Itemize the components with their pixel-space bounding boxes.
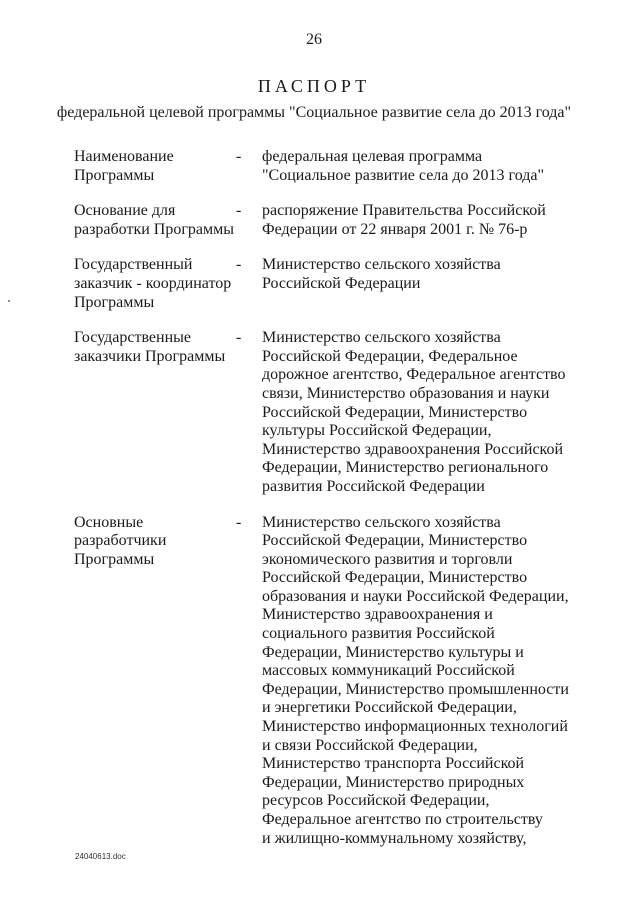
row-development-basis [74,202,574,239]
value-line: Российской Федерации, Министерство [262,532,528,550]
row-main-developers [74,514,574,849]
row-value [262,256,574,312]
label-line: Программы [74,166,155,184]
dash-separator: - [236,148,242,165]
label-line: разработки Программы [74,220,234,238]
value-line: Федерации, Министерство природных [262,773,525,791]
row-program-name [74,148,574,185]
value-line: "Социальное развитие села до 2013 года" [262,166,545,184]
row-value [262,514,574,849]
value-line: распоряжение Правительства Российской [262,202,546,220]
row-label [74,329,236,496]
label-line: Государственные [74,329,191,347]
label-line: заказчики Программы [74,347,226,365]
value-line: Министерство сельского хозяйства [262,256,501,274]
value-line: экономического развития и торговли [262,550,513,568]
label-line: Наименование [74,148,174,165]
value-line: и энергетики Российской Федерации, [262,699,517,717]
value-line: Министерство информационных технологий [262,718,568,736]
row-label [74,514,236,849]
page-number: 26 [306,31,322,48]
label-line: заказчик - координатор [74,274,232,292]
value-line: культуры Российской Федерации, [262,422,492,440]
value-line: Федерации от 22 января 2001 г. № 76-р [262,220,528,238]
dash-separator: - [236,256,242,274]
value-line: и связи Российской Федерации, [262,736,478,754]
value-line: связи, Министерство образования и науки [262,384,550,402]
document-title: ПАСПОРТ [257,76,371,96]
row-value [262,148,574,185]
label-line: Государственный [74,256,193,274]
scan-speck [8,300,10,302]
value-line: ресурсов Российской Федерации, [262,792,490,810]
value-line: Федеральное агентство по строительству [262,811,543,828]
value-line: массовых коммуникаций Российской [262,662,515,680]
row-label [74,256,236,312]
value-line: дорожное агентство, Федеральное агентство [262,366,566,384]
value-line: Министерство здравоохранения Российской [262,440,564,458]
value-line: Министерство сельского хозяйства [262,513,501,531]
label-line: Программы [74,293,155,311]
document-subtitle: федеральной целевой программы "Социальное развитие села до 2013 года" [56,104,572,121]
dash-separator: - [236,202,242,220]
value-line: Российской Федерации, Министерство [262,569,528,587]
value-line: развития Российской Федерации [262,477,485,495]
value-line: Федерации, Министерство регионального [262,459,549,477]
value-line: Федерации, Министерство промышленности [262,680,569,698]
value-line: федеральная целевая программа [262,148,483,165]
row-label [74,148,236,185]
dash-separator: - [236,329,242,347]
row-state-customers [74,329,574,496]
label-line: Основание для [74,202,176,220]
value-line: и жилищно-коммунальному хозяйству, [262,829,527,847]
value-line: Российской Федерации, Федеральное [262,347,518,365]
footer-file-code: 24040613.doc [75,852,126,861]
passport-table [74,148,574,848]
dash-separator: - [236,513,242,531]
value-line: социального развития Российской [262,625,495,643]
row-value [262,202,574,239]
label-line: Программы [74,550,155,568]
row-label [74,202,236,239]
value-line: Российской Федерации [262,274,421,292]
value-line: Федерации, Министерство культуры и [262,643,524,661]
row-state-customer-coordinator [74,256,574,312]
value-line: Министерство здравоохранения и [262,606,493,624]
value-line: Министерство транспорта Российской [262,755,525,773]
label-line: Основные разработчики [74,513,167,550]
row-value [262,329,574,496]
value-line: Министерство сельского хозяйства [262,329,501,347]
value-line: Российской Федерации, Министерство [262,403,528,421]
value-line: образования и науки Российской Федерации, [262,587,569,605]
